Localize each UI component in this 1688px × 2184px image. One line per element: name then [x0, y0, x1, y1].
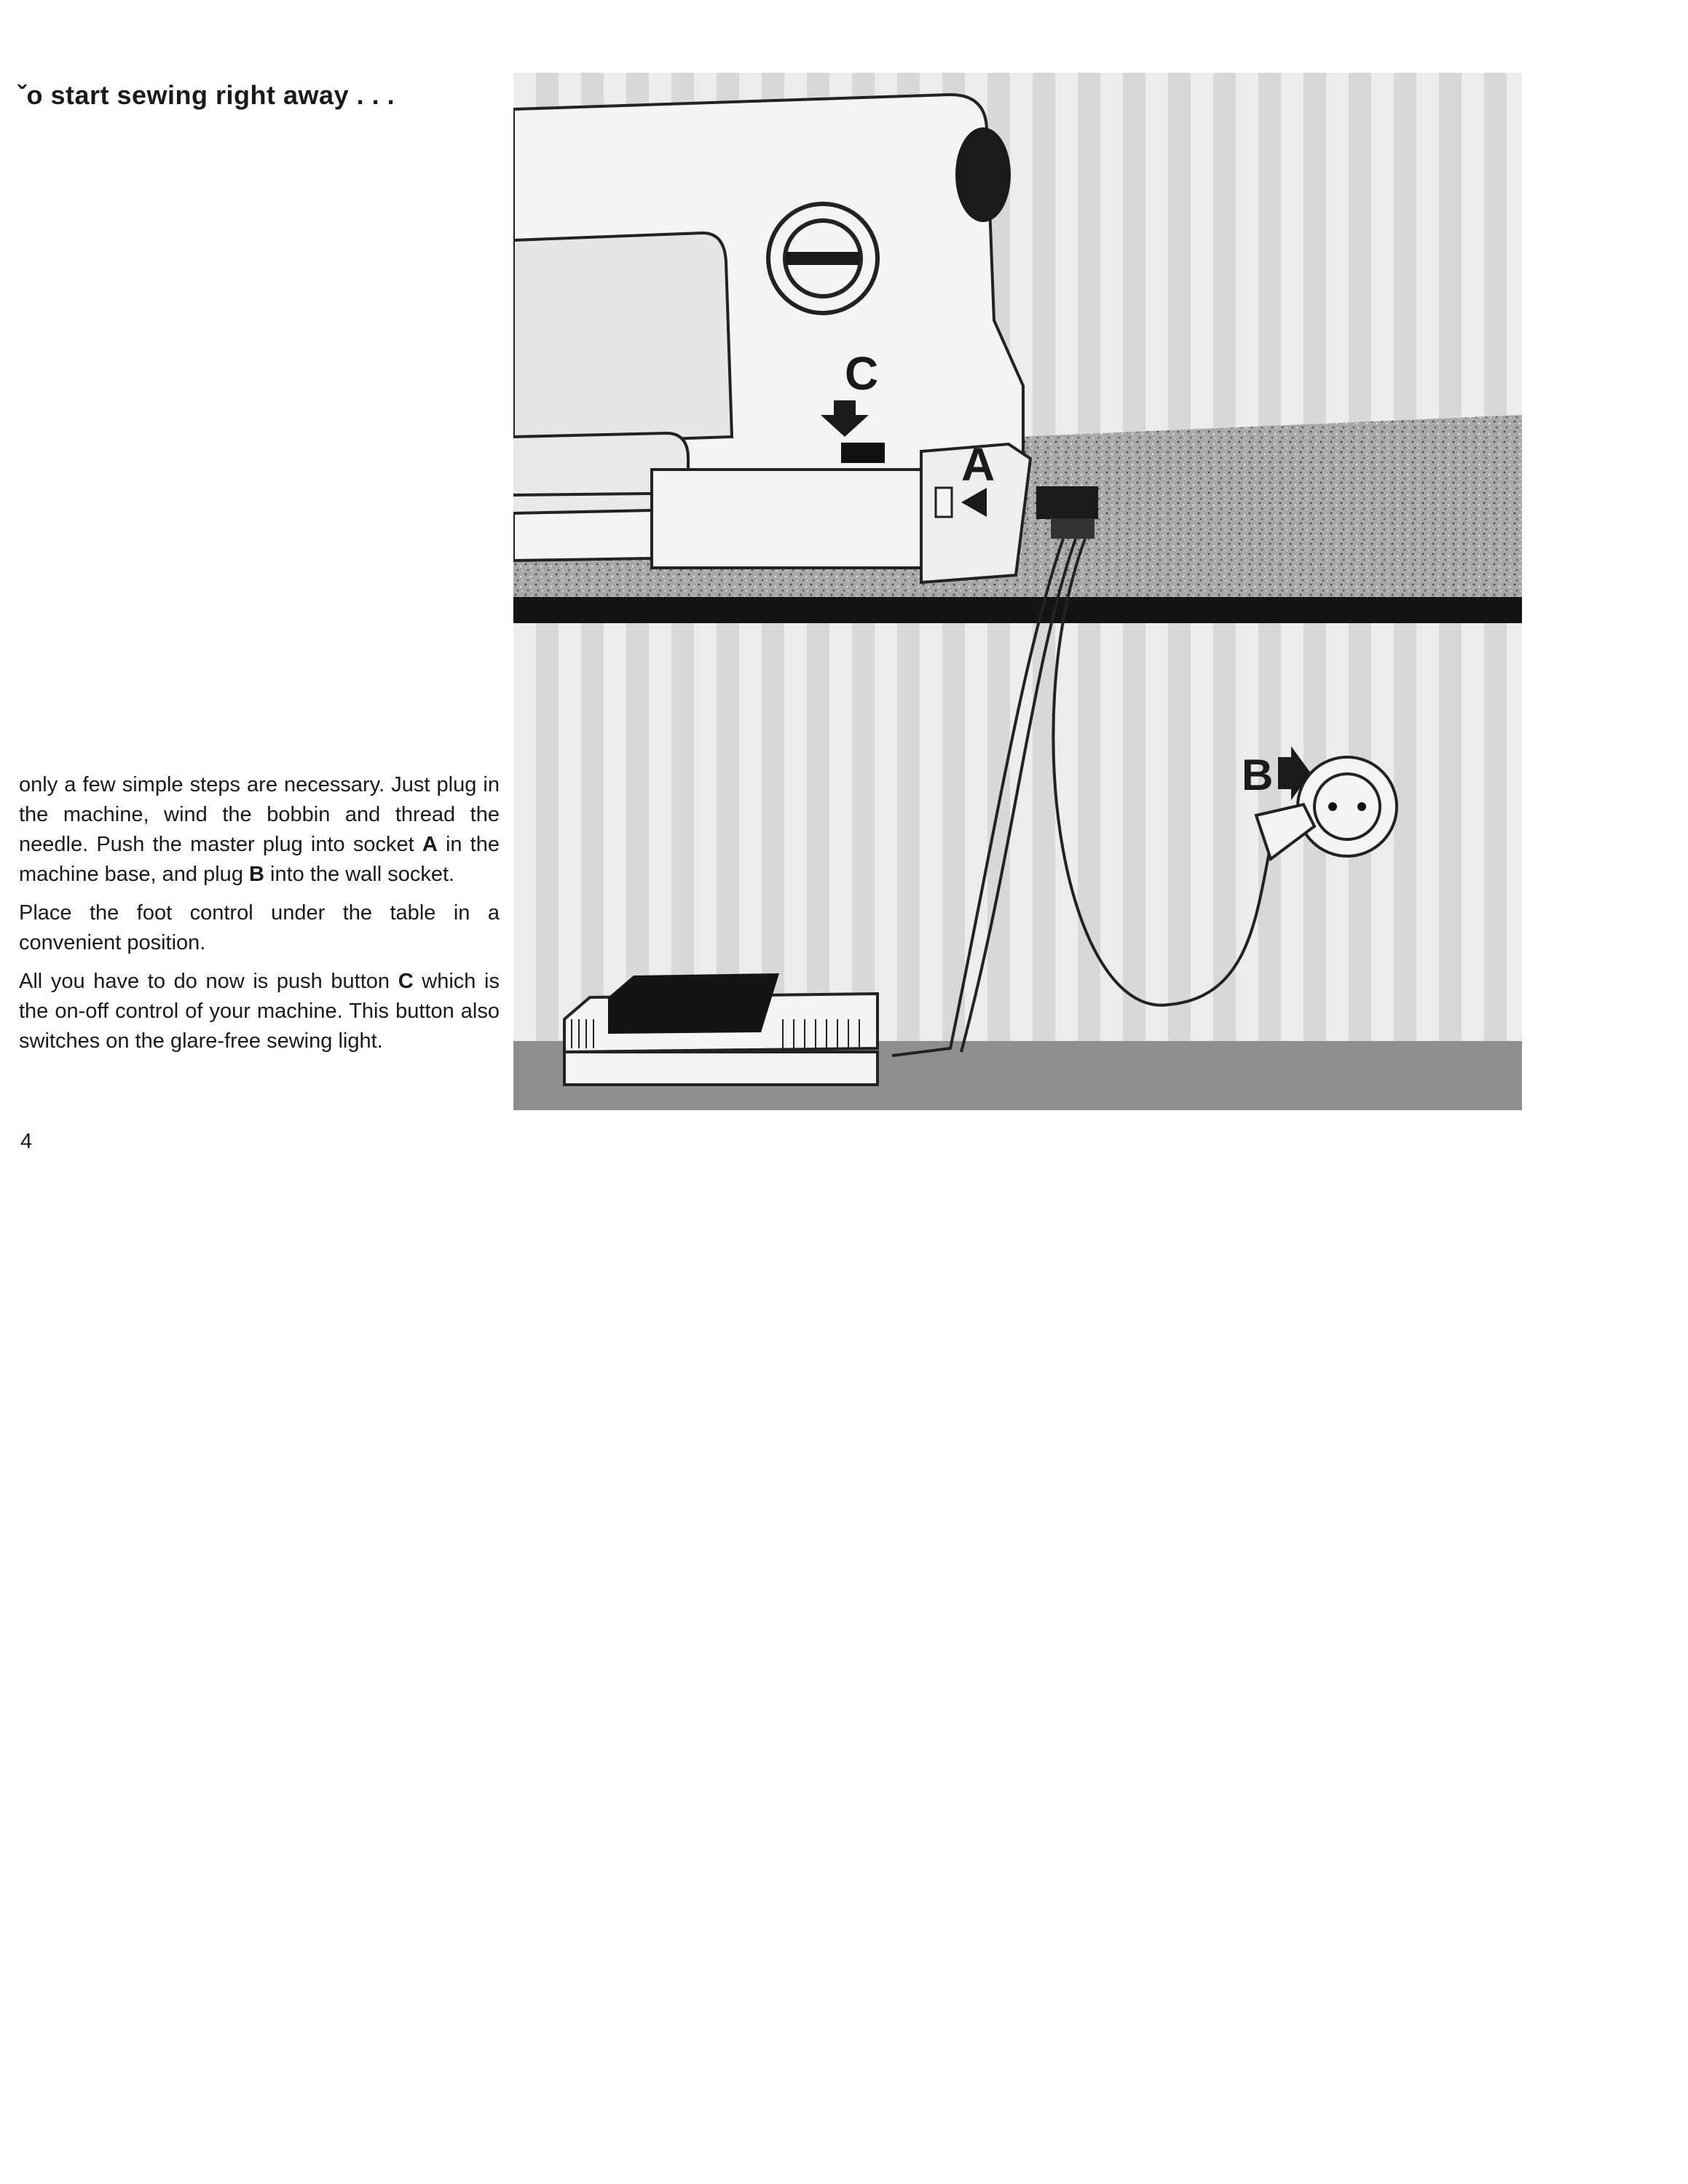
- table-edge: [513, 597, 1522, 623]
- label-c: C: [845, 347, 879, 400]
- stitch-dial: [768, 204, 877, 313]
- paragraph-2: Place the foot control under the table in a convenient position.: [19, 901, 500, 954]
- label-b: B: [1242, 751, 1274, 799]
- handwheel: [955, 127, 1011, 222]
- sewing-machine-illustration: [513, 73, 1522, 1110]
- instructions-text: [19, 770, 500, 1065]
- label-a: A: [961, 438, 995, 491]
- paragraph-3: All you have to do now is push button C which is the on-off control of your machine. This button also switches on the glare-free sewing light.: [19, 970, 500, 1053]
- paragraph-1: only a few simple steps are necessary. Just plug in the machine, wind the bobbin and thread the needle. Push the master plug into socket A in the machine base, and plug B into the wall socket.: [19, 773, 500, 886]
- page-number: 4: [20, 1130, 33, 1153]
- page-heading: ˇo start sewing right away . . .: [17, 80, 395, 110]
- wall-socket: [1298, 757, 1397, 856]
